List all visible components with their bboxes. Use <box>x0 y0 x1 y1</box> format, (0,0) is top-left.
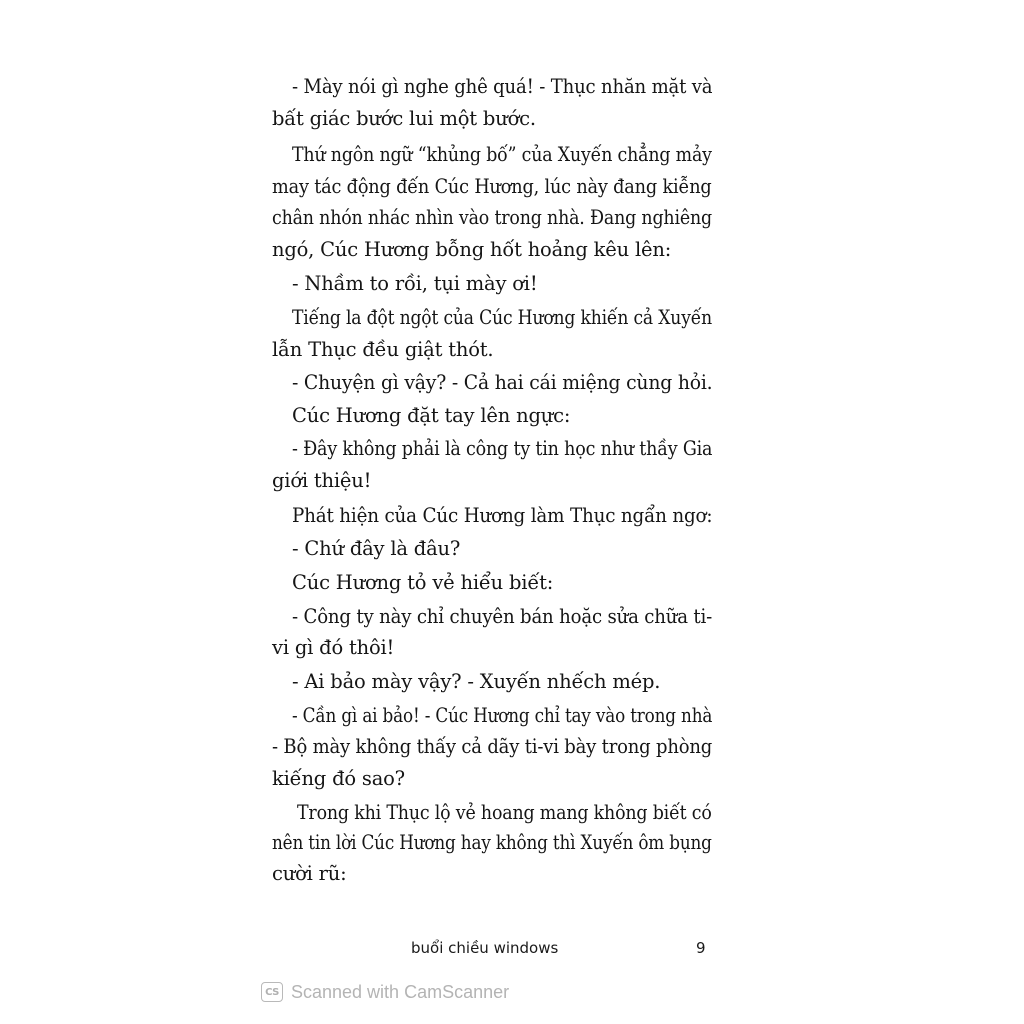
text-line-21: - Bộ mày không thấy cả dãy ti-vi bày trong phòng <box>272 735 713 758</box>
text-line-23: Trong khi Thục lộ vẻ hoang mang không biết có <box>297 801 712 824</box>
text-line-16: Cúc Hương tỏ vẻ hiểu biết: <box>292 571 554 594</box>
text-line-10: - Chuyện gì vậy? - Cả hai cái miệng cùng hỏi. <box>292 371 713 394</box>
text-line-11: Cúc Hương đặt tay lên ngực: <box>292 404 571 427</box>
text-line-14: Phát hiện của Cúc Hương làm Thục ngẩn ngơ: <box>292 504 713 527</box>
text-line-6: ngó, Cúc Hương bỗng hốt hoảng kêu lên: <box>272 238 672 261</box>
camscanner-logo-icon: CS <box>261 982 283 1002</box>
text-line-13: giới thiệu! <box>272 469 372 492</box>
text-line-4: may tác động đến Cúc Hương, lúc này đang kiễng <box>272 175 712 198</box>
text-line-2: bất giác bước lui một bước. <box>272 107 536 130</box>
camscanner-watermark <box>261 980 509 1004</box>
text-line-25: cười rũ: <box>272 862 347 885</box>
text-line-5: chân nhón nhác nhìn vào trong nhà. Đang nghiêng <box>272 206 712 229</box>
text-line-24: nên tin lời Cúc Hương hay không thì Xuyến ôm bụng <box>272 831 712 854</box>
text-line-7: - Nhầm to rồi, tụi mày ơi! <box>292 272 538 295</box>
text-line-9: lẫn Thục đều giật thót. <box>272 338 494 361</box>
text-line-12: - Đây không phải là công ty tin học như thầy Gia <box>292 437 713 460</box>
page-number: 9 <box>696 939 706 957</box>
text-line-3: Thứ ngôn ngữ “khủng bố” của Xuyến chẳng mảy <box>292 143 712 166</box>
running-footer-book-title: buổi chiều windows <box>411 939 559 957</box>
text-line-1: - Mày nói gì nghe ghê quá! - Thục nhăn mặt và <box>292 75 713 98</box>
text-line-18: vi gì đó thôi! <box>272 636 395 659</box>
text-line-20: - Cần gì ai bảo! - Cúc Hương chỉ tay vào trong nhà <box>292 704 713 727</box>
text-line-17: - Công ty này chỉ chuyên bán hoặc sửa chữa ti- <box>292 605 713 628</box>
text-line-22: kiếng đó sao? <box>272 767 405 790</box>
text-line-8: Tiếng la đột ngột của Cúc Hương khiến cả Xuyến <box>292 306 712 329</box>
text-line-19: - Ai bảo mày vậy? - Xuyến nhếch mép. <box>292 670 661 693</box>
watermark-text: Scanned with CamScanner <box>291 981 510 1002</box>
text-line-15: - Chứ đây là đâu? <box>292 537 461 560</box>
